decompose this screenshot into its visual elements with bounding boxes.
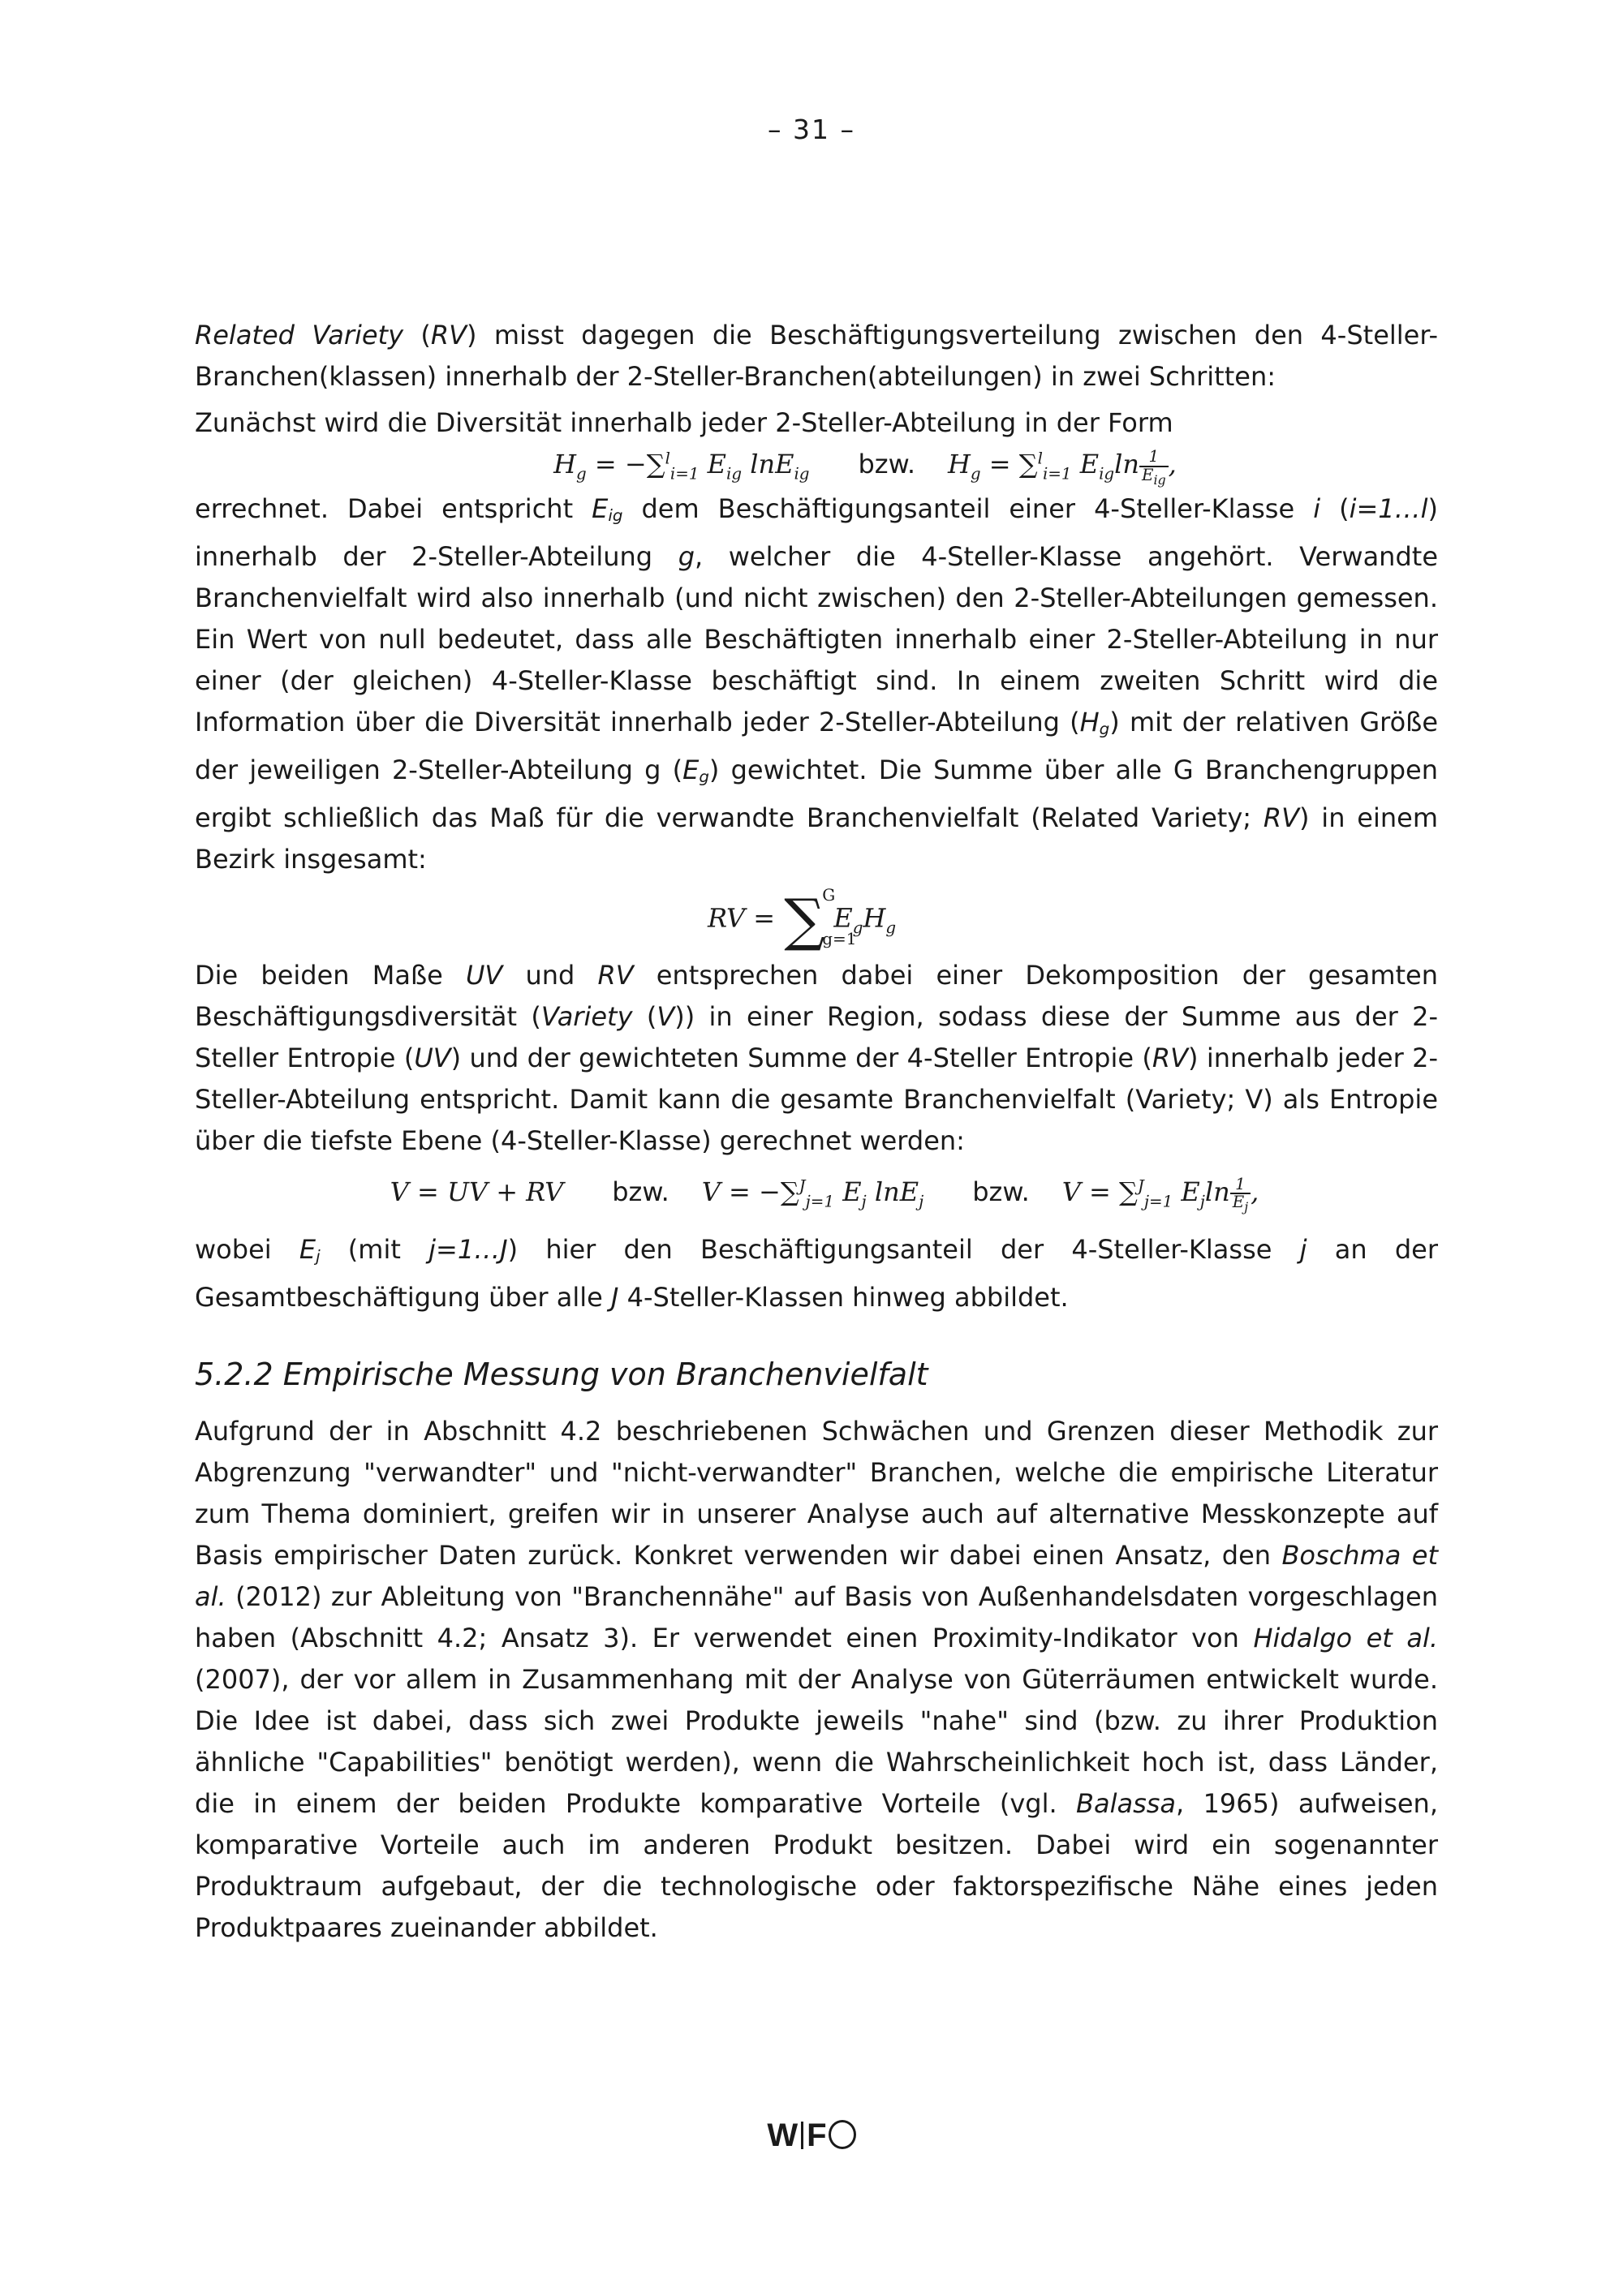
paragraph-first-step: Zunächst wird die Diversität innerhalb jeder 2-Steller-Abteilung in der Form bbox=[195, 407, 1173, 438]
equation-hg: $H_g = -\sum^l_{i=1}$ $E_{ig}$ lnE$_{ig}$ bzw. $H_g = \sum^l_{i=1}$ $E_{ig}\ln$ $\frac{1}{E_{ig}}$ , bbox=[553, 446, 1177, 488]
logo-bar bbox=[801, 2122, 803, 2149]
section-heading: 5.2.2 Empirische Messung von Branchenvielfalt bbox=[195, 1356, 928, 1392]
wifo-logo: W F bbox=[0, 2118, 1623, 2154]
paragraph-related-variety: Related Variety (RV) misst dagegen die Beschäftigungsverteilung zwischen den 4-Steller-Branchen(klassen) innerhalb der 2-Steller-Branchen(abteilungen) in zwei Schritten: bbox=[195, 320, 1438, 392]
logo-circle bbox=[829, 2120, 856, 2149]
equation-v: V = UV + RV bzw. V = −∑$^J_{j=1}$ $E_j$ lnE$_j$ bzw. V = ∑$^J_{j=1}$ $E_j\ln$ $\frac{1}{E_j}$ , bbox=[390, 1174, 1259, 1215]
paragraph-decomposition: Die beiden Maße UV und RV entsprechen dabei einer Dekomposition der gesamten Beschäftigungsdiversität (Variety (V)) in einer Region, sodass diese der Summe aus der 2-Steller Entropie (UV) und der gewichteten Summe der 4-Steller Entropie (RV) innerhalb jeder 2-Steller-Abteilung entspricht. Damit kann die gesamte Branchenvielfalt (Variety; V) als Entropie über die tiefste Ebene (4-Steller-Klasse) gerechnet werden: bbox=[195, 959, 1439, 1156]
document-body bbox=[195, 315, 1438, 1949]
equation-rv: RV = ∑ G g=1 $E_gH_g$ bbox=[708, 884, 897, 953]
paragraph-empirical-measurement: Aufgrund der in Abschnitt 4.2 beschriebenen Schwächen und Grenzen dieser Methodik zur Abgrenzung "verwandter" und "nicht-verwandter" Branchen, welche die empirische Literatur zum Thema dominiert, greifen wir in unserer Analyse auch auf alternative Messkonzepte auf Basis empirischer Daten zurück. Konkret verwenden wir dabei einen Ansatz, den Boschma et al. (2012) zur Ableitung von "Branchennähe" auf Basis von Außenhandelsdaten vorgeschlagen haben (Abschnitt 4.2; Ansatz 3). Er verwendet einen Proximity-Indikator von Hidalgo et al. (2007), der vor allem in Zusammenhang mit der Analyse von Güterräumen entwickelt wurde. Die Idee ist dabei, dass sich zwei Produkte jeweils "nahe" sind (bzw. zu ihrer Produktion ähnliche "Capabilities" benötigt werden), wenn die Wahrscheinlichkeit hoch ist, dass Länder, die in einem der beiden Produkte komparative Vorteile (vgl. Balassa, 1965) aufweisen, komparative Vorteile auch im anderen Produkt besitzen. Dabei wird ein sogenannter Produktraum aufgebaut, der die technologische oder faktorspezifische Nähe eines jeden Produktpaares zueinander abbildet. bbox=[195, 1415, 1439, 1943]
paragraph-hg-explanation: errechnet. Dabei entspricht Eig dem Beschäftigungsanteil einer 4-Steller-Klasse i (i=1…l) innerhalb der 2-Steller-Abteilung g, welcher die 4-Steller-Klasse angehört. Verwandte Branchenvielfalt wird also innerhalb (und nicht zwischen) den 2-Steller-Abteilungen gemessen. Ein Wert von null bedeutet, dass alle Beschäftigten innerhalb einer 2-Steller-Abteilung in nur einer (der gleichen) 4-Steller-Klasse beschäftigt sind. In einem zweiten Schritt wird die Information über die Diversität innerhalb jeder 2-Steller-Abteilung (Hg) mit der relativen Größe der jeweiligen 2-Steller-Abteilung g (Eg) gewichtet. Die Summe über alle G Branchengruppen ergibt schließlich das Maß für die verwandte Branchenvielfalt (Related Variety; RV) in einem Bezirk insgesamt: bbox=[195, 493, 1439, 875]
page-number: – 31 – bbox=[768, 114, 855, 145]
paragraph-ej-definition: wobei Ej (mit j=1…J) hier den Beschäftigungsanteil der 4-Steller-Klasse j an der Gesamtbeschäftigung über alle J 4-Steller-Klassen hinweg abbildet. bbox=[195, 1233, 1439, 1313]
